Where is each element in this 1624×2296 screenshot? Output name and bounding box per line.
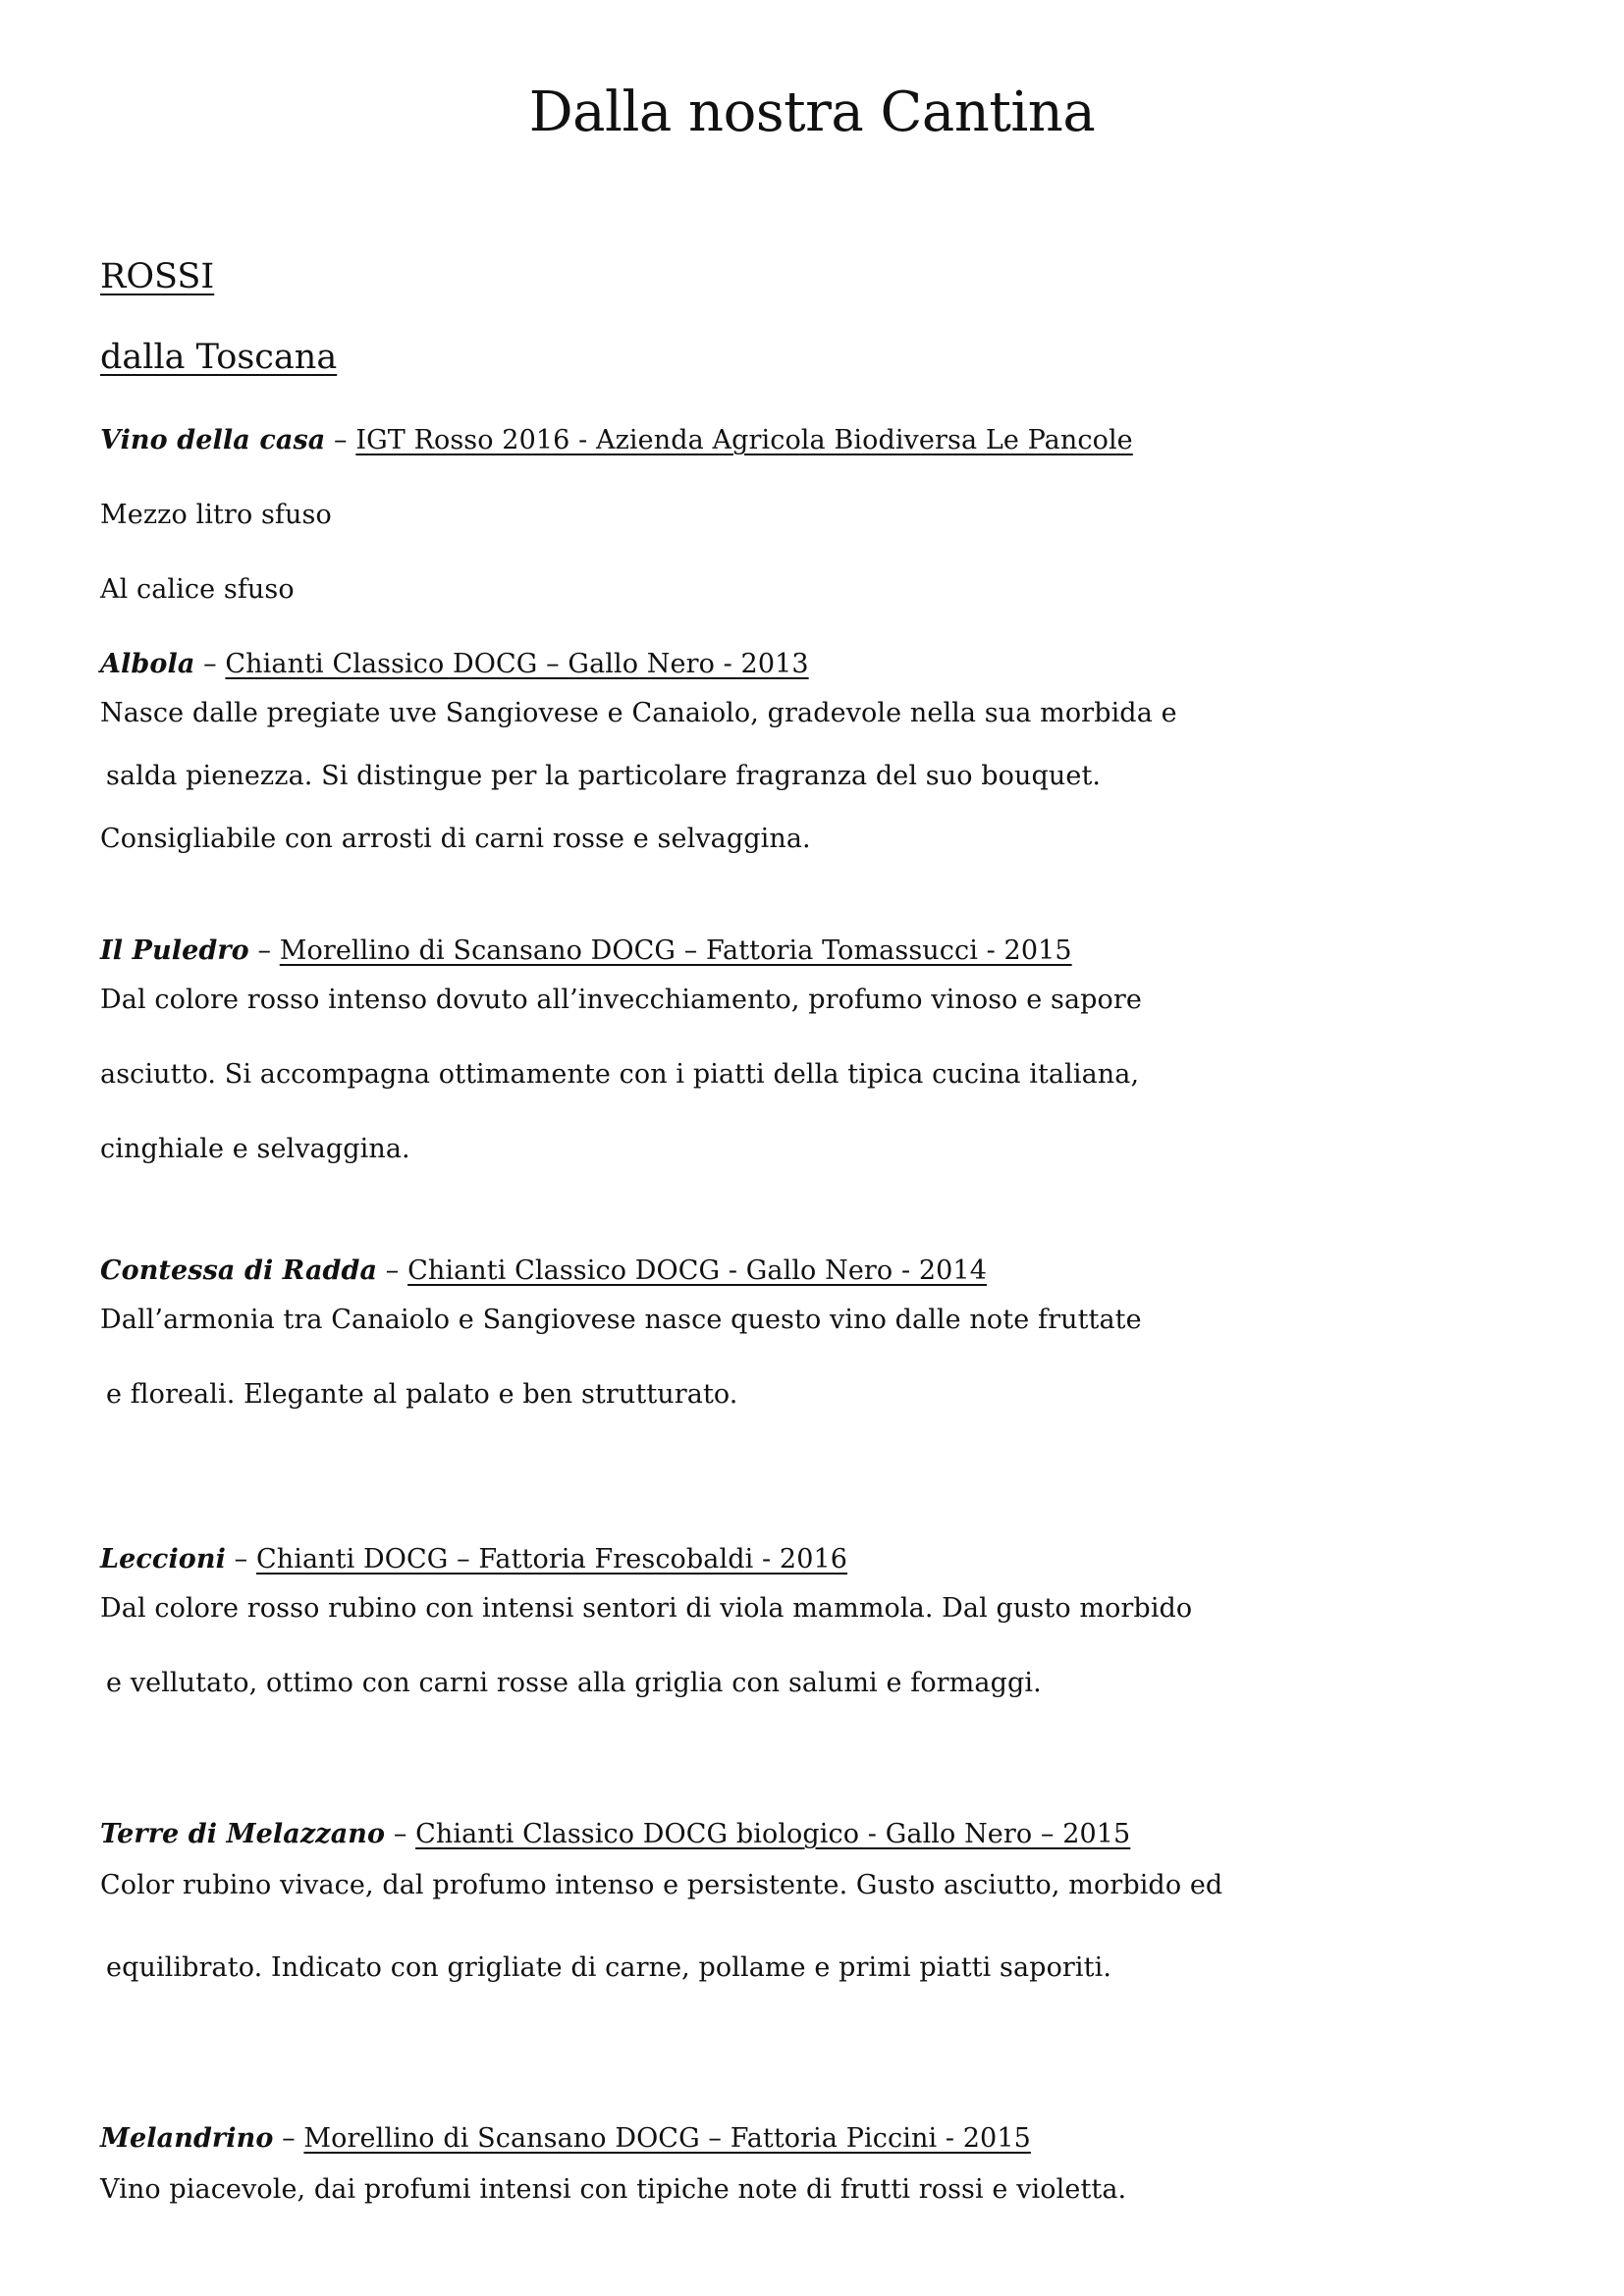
separator: – (377, 1255, 408, 1286)
wine-name: Vino della casa (100, 425, 326, 455)
house-wine-option: Al calice sfuso (100, 574, 295, 605)
house-wine-option: Mezzo litro sfuso (100, 500, 332, 530)
wine-description-line: Dal colore rosso intenso dovuto all’invecchiamento, profumo vinoso e sapore (100, 985, 1142, 1015)
wine-entry-title (100, 1543, 847, 1576)
wine-spec: IGT Rosso 2016 - Azienda Agricola Biodiversa Le Pancole (355, 425, 1133, 455)
wine-spec: Morellino di Scansano DOCG – Fattoria Piccini - 2015 (303, 2123, 1031, 2154)
separator: – (325, 425, 356, 455)
separator: – (226, 1544, 256, 1575)
wine-entry-title (100, 2122, 1031, 2156)
wine-description-line: equilibrato. Indicato con grigliate di carne, pollame e primi piatti saporiti. (106, 1952, 1112, 1983)
wine-spec: Chianti Classico DOCG biologico - Gallo Nero – 2015 (415, 1819, 1131, 1849)
page-title: Dalla nostra Cantina (528, 80, 1096, 144)
wine-spec: Morellino di Scansano DOCG – Fattoria Tomassucci - 2015 (279, 935, 1072, 966)
section-heading-rossi: ROSSI (100, 257, 215, 296)
wine-description-line: Color rubino vivace, dal profumo intenso e persistente. Gusto asciutto, morbido ed (100, 1870, 1223, 1900)
wine-name: Terre di Melazzano (100, 1819, 386, 1849)
wine-description-line: e floreali. Elegante al palato e ben strutturato. (106, 1379, 738, 1410)
wine-description-line: salda pienezza. Si distingue per la particolare fragranza del suo bouquet. (106, 761, 1102, 791)
wine-description-line: cinghiale e selvaggina. (100, 1134, 410, 1164)
wine-description-line: Consigliabile con arrosti di carni rosse e selvaggina. (100, 824, 811, 854)
wine-description-line: Nasce dalle pregiate uve Sangiovese e Canaiolo, gradevole nella sua morbida e (100, 698, 1177, 728)
wine-description-line: Dal colore rosso rubino con intensi sentori di viola mammola. Dal gusto morbido (100, 1593, 1193, 1624)
wine-description-line: Dall’armonia tra Canaiolo e Sangiovese nasce questo vino dalle note fruttate (100, 1305, 1142, 1335)
wine-entry-title (100, 934, 1072, 968)
wine-name: Leccioni (100, 1544, 226, 1575)
separator: – (248, 935, 280, 966)
wine-description-line: asciutto. Si accompagna ottimamente con i piatti della tipica cucina italiana, (100, 1059, 1140, 1090)
wine-name: Il Puledro (100, 935, 249, 966)
wine-entry-title (100, 1255, 987, 1288)
region-heading: dalla Toscana (100, 338, 338, 377)
wine-entry-title (100, 1818, 1130, 1851)
separator: – (273, 2123, 304, 2154)
wine-spec: Chianti DOCG – Fattoria Frescobaldi - 2016 (255, 1544, 848, 1575)
wine-name: Albola (100, 649, 195, 679)
wine-spec: Chianti Classico DOCG - Gallo Nero - 2014 (407, 1255, 987, 1286)
house-wine-title (100, 424, 1133, 457)
wine-description-line: e vellutato, ottimo con carni rosse alla griglia con salumi e formaggi. (106, 1668, 1042, 1698)
separator: – (194, 649, 226, 679)
wine-spec: Chianti Classico DOCG – Gallo Nero - 2013 (225, 649, 809, 679)
wine-name: Melandrino (100, 2123, 274, 2154)
wine-entry-title (100, 648, 809, 681)
wine-name: Contessa di Radda (100, 1255, 378, 1286)
separator: – (385, 1819, 416, 1849)
wine-description-line: Vino piacevole, dai profumi intensi con tipiche note di frutti rossi e violetta. (100, 2174, 1127, 2205)
